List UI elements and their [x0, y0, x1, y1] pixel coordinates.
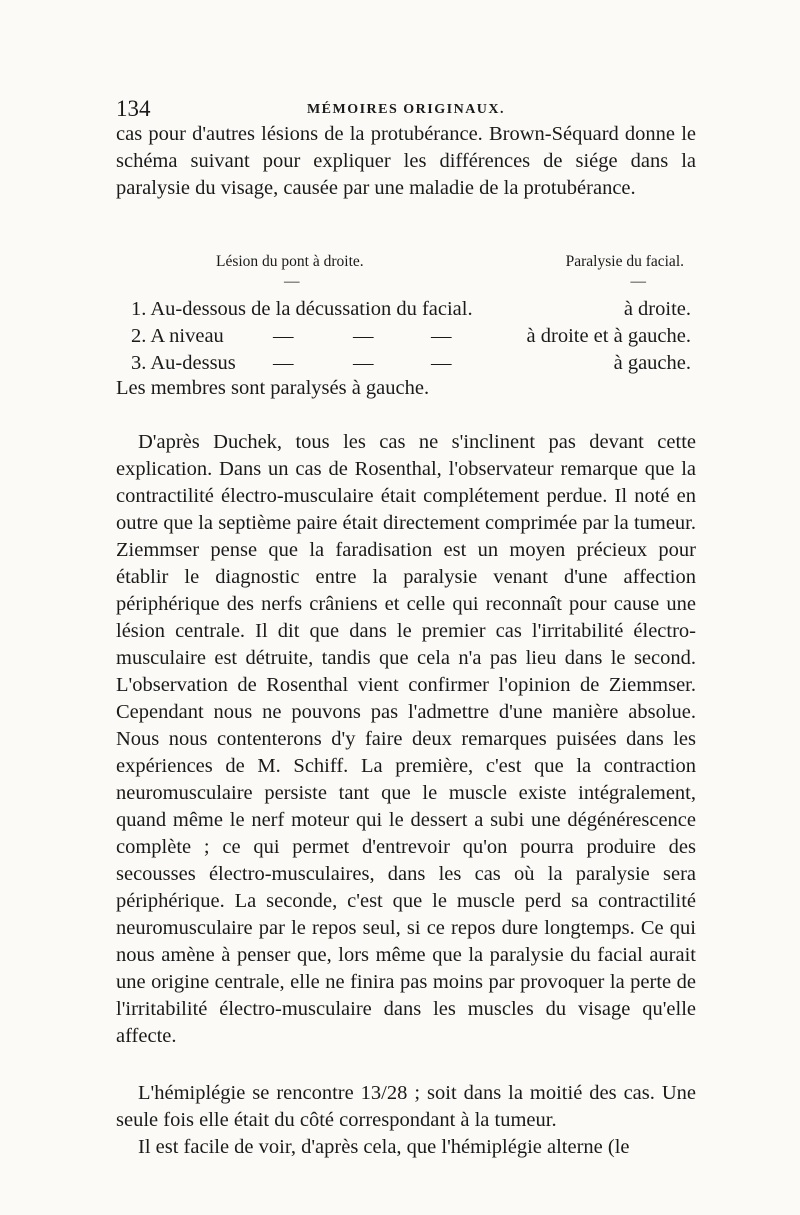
schema-row-result: à droite et à gauche. — [526, 325, 691, 347]
paragraph-3: L'hémiplégie se rencontre 13/28 ; soit dans la moitié des cas. Une seule fois elle était du côté correspondant à la tumeur. — [116, 1082, 696, 1131]
schema-row-label: 3. Au-dessus — [131, 352, 236, 374]
schema-ditto-mark: — — [353, 325, 374, 347]
schema-ditto-mark: — — [353, 352, 374, 374]
schema-row — [131, 296, 691, 323]
schema-row-label: 2. A niveau — [131, 325, 224, 347]
schema-col-right: Paralysie du facial. — [565, 253, 684, 270]
schema-col-left-mark: — — [284, 273, 300, 290]
schema-note: Les membres sont paralysés à gauche. — [116, 377, 430, 399]
schema-row-label: 1. Au-dessous de la décussation du facial. — [131, 298, 473, 320]
schema-ditto-mark: — — [273, 352, 294, 374]
schema-row — [131, 323, 691, 350]
running-head: MÉMOIRES ORIGINAUX. — [306, 102, 506, 117]
schema-col-left: Lésion du pont à droite. — [216, 253, 364, 270]
schema-table — [131, 296, 691, 377]
schema-ditto-mark: — — [273, 325, 294, 347]
schema-row-result: à gauche. — [613, 352, 691, 374]
schema-row — [131, 350, 691, 377]
schema-ditto-mark: — — [431, 352, 452, 374]
schema-col-right-mark: — — [630, 273, 646, 290]
schema-ditto-mark: — — [431, 325, 452, 347]
page-number: 134 — [116, 96, 151, 121]
paragraph-2: D'après Duchek, tous les cas ne s'inclinent pas devant cette explication. Dans un cas de Rosenthal, l'observateur remarque que la contractilité électro-musculaire était complétement perdue. Il noté en outre que la septième paire était directement comprimée par la tumeur. Ziemmser pense que la faradisation est un moyen précieux pour établir le diagnostic entre la paralysie venant d'une affection périphérique des nerfs crâniens et celle qui reconnaît pour cause une lésion centrale. Il dit que dans le premier cas l'irritabilité électro-musculaire est détruite, tandis que cela n'a pas lieu dans le second. L'observation de Rosenthal vient confirmer l'opinion de Ziemmser. Cependant nous ne pouvons pas l'admettre d'une manière absolue. Nous nous contenterons d'y faire deux remarques puisées dans les expériences de M. Schiff. La première, c'est que la contraction neuromusculaire persiste tant que le muscle existe intégralement, quand même le nerf moteur qui le dessert a subi une dégénérescence complète ; ce qui permet d'entrevoir qu'on pourra produire des secousses électro-musculaires, dans les cas où la paralysie sera périphérique. La seconde, c'est que le muscle perd sa contractilité neuromusculaire par le repos seul, si ce repos dure longtemps. Ce qui nous amène à penser que, lors même que la paralysie du facial aurait une origine centrale, elle ne finira pas moins par provoquer la perte de l'irritabilité électro-musculaire dans les muscles du visage qu'elle affecte. — [116, 431, 696, 1047]
schema-row-result: à droite. — [623, 298, 691, 320]
schema-header — [116, 253, 696, 293]
paragraph-4: Il est facile de voir, d'après cela, que l'hémiplégie alterne (le — [138, 1136, 630, 1158]
paragraph-1: cas pour d'autres lésions de la protubérance. Brown-Séquard donne le schéma suivant pour expliquer les différences de siége dans la paralysie du visage, causée par une maladie de la protubérance. — [116, 123, 696, 199]
